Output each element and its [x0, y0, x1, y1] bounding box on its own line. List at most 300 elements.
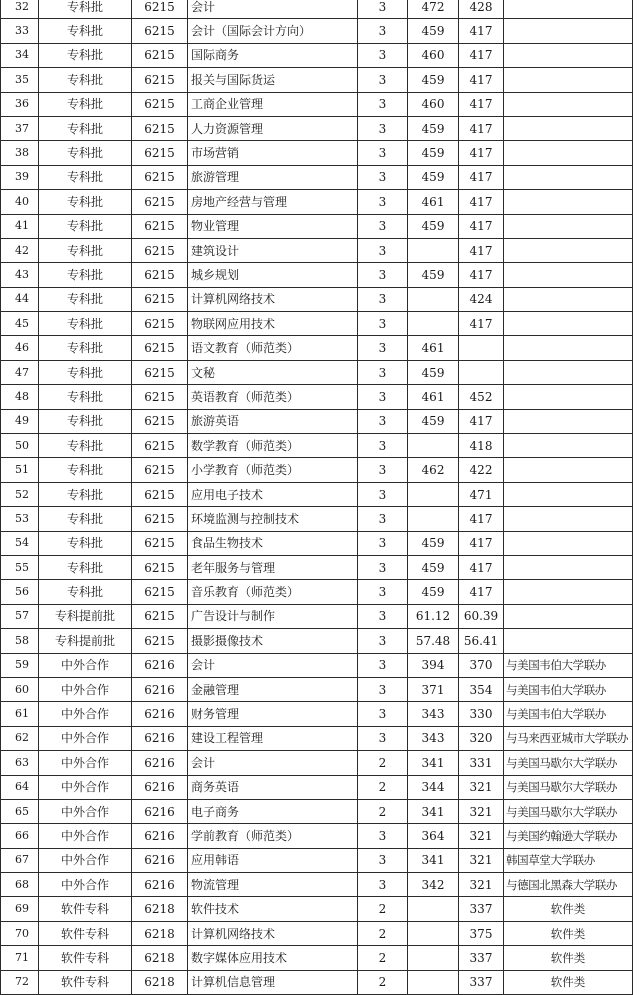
- major-name-cell: 电子商务: [188, 799, 358, 823]
- batch-cell: 专科批: [39, 238, 132, 262]
- score-1-cell: 460: [408, 43, 459, 67]
- study-years-cell: 2: [358, 751, 408, 775]
- remark-cell: 软件类: [504, 921, 633, 945]
- table-row: [1, 165, 633, 189]
- study-years-cell: 2: [358, 970, 408, 994]
- score-1-cell: 394: [408, 653, 459, 677]
- table-body: [1, 0, 633, 995]
- table-row: [1, 751, 633, 775]
- batch-cell: 中外合作: [39, 653, 132, 677]
- school-code-cell: 6216: [132, 873, 188, 897]
- row-number-cell: 57: [1, 604, 39, 628]
- row-number-cell: 72: [1, 970, 39, 994]
- batch-cell: 专科批: [39, 507, 132, 531]
- score-1-cell: 61.12: [408, 604, 459, 628]
- study-years-cell: 3: [358, 312, 408, 336]
- score-2-cell: 424: [459, 287, 504, 311]
- batch-cell: 专科批: [39, 482, 132, 506]
- table-row: [1, 19, 633, 43]
- score-2-cell: 337: [459, 970, 504, 994]
- batch-cell: 专科提前批: [39, 604, 132, 628]
- remark-cell: [504, 336, 633, 360]
- major-name-cell: 数字媒体应用技术: [188, 946, 358, 970]
- table-row: [1, 409, 633, 433]
- major-name-cell: 计算机网络技术: [188, 921, 358, 945]
- major-name-cell: 计算机网络技术: [188, 287, 358, 311]
- score-1-cell: [408, 312, 459, 336]
- score-1-cell: 459: [408, 141, 459, 165]
- study-years-cell: 3: [358, 604, 408, 628]
- table-row: [1, 458, 633, 482]
- row-number-cell: 42: [1, 238, 39, 262]
- major-name-cell: 语文教育（师范类）: [188, 336, 358, 360]
- batch-cell: 专科批: [39, 336, 132, 360]
- school-code-cell: 6215: [132, 604, 188, 628]
- batch-cell: 中外合作: [39, 848, 132, 872]
- score-2-cell: 417: [459, 214, 504, 238]
- study-years-cell: 3: [358, 824, 408, 848]
- remark-cell: 与美国韦伯大学联办: [504, 653, 633, 677]
- score-2-cell: 354: [459, 677, 504, 701]
- school-code-cell: 6215: [132, 482, 188, 506]
- major-name-cell: 会计（国际会计方向）: [188, 19, 358, 43]
- score-1-cell: 459: [408, 555, 459, 579]
- score-2-cell: 370: [459, 653, 504, 677]
- batch-cell: 专科批: [39, 287, 132, 311]
- score-1-cell: 459: [408, 165, 459, 189]
- table-row: [1, 555, 633, 579]
- major-name-cell: 摄影摄像技术: [188, 629, 358, 653]
- score-2-cell: 337: [459, 897, 504, 921]
- score-2-cell: 417: [459, 555, 504, 579]
- batch-cell: 中外合作: [39, 677, 132, 701]
- batch-cell: 软件专科: [39, 921, 132, 945]
- remark-cell: [504, 531, 633, 555]
- major-name-cell: 报关与国际货运: [188, 68, 358, 92]
- score-1-cell: 341: [408, 799, 459, 823]
- score-1-cell: [408, 897, 459, 921]
- score-1-cell: [408, 482, 459, 506]
- table-row: [1, 287, 633, 311]
- remark-cell: 与美国韦伯大学联办: [504, 702, 633, 726]
- score-1-cell: 459: [408, 68, 459, 92]
- row-number-cell: 66: [1, 824, 39, 848]
- school-code-cell: 6216: [132, 848, 188, 872]
- batch-cell: 专科批: [39, 68, 132, 92]
- remark-cell: [504, 629, 633, 653]
- major-name-cell: 文秘: [188, 360, 358, 384]
- score-1-cell: 459: [408, 531, 459, 555]
- school-code-cell: 6215: [132, 336, 188, 360]
- row-number-cell: 67: [1, 848, 39, 872]
- study-years-cell: 2: [358, 897, 408, 921]
- school-code-cell: 6215: [132, 312, 188, 336]
- major-name-cell: 国际商务: [188, 43, 358, 67]
- major-name-cell: 工商企业管理: [188, 92, 358, 116]
- score-1-cell: 459: [408, 360, 459, 384]
- major-name-cell: 建设工程管理: [188, 726, 358, 750]
- study-years-cell: 3: [358, 43, 408, 67]
- school-code-cell: 6215: [132, 434, 188, 458]
- score-2-cell: 422: [459, 458, 504, 482]
- score-2-cell: 428: [459, 0, 504, 19]
- row-number-cell: 51: [1, 458, 39, 482]
- score-1-cell: 342: [408, 873, 459, 897]
- row-number-cell: 53: [1, 507, 39, 531]
- score-2-cell: 417: [459, 238, 504, 262]
- row-number-cell: 54: [1, 531, 39, 555]
- study-years-cell: 3: [358, 385, 408, 409]
- batch-cell: 专科批: [39, 92, 132, 116]
- remark-cell: [504, 214, 633, 238]
- study-years-cell: 2: [358, 799, 408, 823]
- table-row: [1, 897, 633, 921]
- study-years-cell: 3: [358, 726, 408, 750]
- study-years-cell: 3: [358, 165, 408, 189]
- study-years-cell: 3: [358, 653, 408, 677]
- score-1-cell: 341: [408, 848, 459, 872]
- table-row: [1, 677, 633, 701]
- table-row: [1, 873, 633, 897]
- row-number-cell: 43: [1, 263, 39, 287]
- score-1-cell: [408, 238, 459, 262]
- remark-cell: [504, 190, 633, 214]
- major-name-cell: 旅游管理: [188, 165, 358, 189]
- batch-cell: 软件专科: [39, 946, 132, 970]
- study-years-cell: 2: [358, 775, 408, 799]
- score-1-cell: 460: [408, 92, 459, 116]
- row-number-cell: 49: [1, 409, 39, 433]
- table-row: [1, 775, 633, 799]
- remark-cell: [504, 434, 633, 458]
- study-years-cell: 3: [358, 409, 408, 433]
- table-row: [1, 190, 633, 214]
- batch-cell: 专科批: [39, 360, 132, 384]
- major-name-cell: 老年服务与管理: [188, 555, 358, 579]
- row-number-cell: 46: [1, 336, 39, 360]
- score-2-cell: 417: [459, 190, 504, 214]
- school-code-cell: 6216: [132, 751, 188, 775]
- row-number-cell: 65: [1, 799, 39, 823]
- score-2-cell: 417: [459, 507, 504, 531]
- score-2-cell: 417: [459, 19, 504, 43]
- score-1-cell: 371: [408, 677, 459, 701]
- batch-cell: 中外合作: [39, 824, 132, 848]
- major-name-cell: 环境监测与控制技术: [188, 507, 358, 531]
- remark-cell: [504, 604, 633, 628]
- table-row: [1, 946, 633, 970]
- study-years-cell: 3: [358, 873, 408, 897]
- remark-cell: [504, 409, 633, 433]
- remark-cell: [504, 482, 633, 506]
- score-1-cell: 364: [408, 824, 459, 848]
- study-years-cell: 3: [358, 507, 408, 531]
- row-number-cell: 44: [1, 287, 39, 311]
- major-name-cell: 金融管理: [188, 677, 358, 701]
- row-number-cell: 62: [1, 726, 39, 750]
- major-name-cell: 市场营销: [188, 141, 358, 165]
- table-row: [1, 312, 633, 336]
- remark-cell: [504, 19, 633, 43]
- study-years-cell: 3: [358, 531, 408, 555]
- row-number-cell: 50: [1, 434, 39, 458]
- batch-cell: 软件专科: [39, 897, 132, 921]
- row-number-cell: 39: [1, 165, 39, 189]
- batch-cell: 专科批: [39, 214, 132, 238]
- score-2-cell: 418: [459, 434, 504, 458]
- major-name-cell: 应用韩语: [188, 848, 358, 872]
- study-years-cell: 3: [358, 677, 408, 701]
- school-code-cell: 6215: [132, 629, 188, 653]
- score-2-cell: 417: [459, 92, 504, 116]
- remark-cell: [504, 92, 633, 116]
- batch-cell: 中外合作: [39, 799, 132, 823]
- table-row: [1, 921, 633, 945]
- remark-cell: [504, 360, 633, 384]
- table-row: [1, 43, 633, 67]
- study-years-cell: 3: [358, 214, 408, 238]
- table-row: [1, 824, 633, 848]
- remark-cell: [504, 165, 633, 189]
- row-number-cell: 34: [1, 43, 39, 67]
- remark-cell: 软件类: [504, 897, 633, 921]
- study-years-cell: 3: [358, 629, 408, 653]
- table-row: [1, 726, 633, 750]
- table-row: [1, 482, 633, 506]
- score-2-cell: 417: [459, 141, 504, 165]
- row-number-cell: 41: [1, 214, 39, 238]
- batch-cell: 软件专科: [39, 970, 132, 994]
- score-1-cell: 461: [408, 336, 459, 360]
- school-code-cell: 6215: [132, 360, 188, 384]
- school-code-cell: 6215: [132, 263, 188, 287]
- row-number-cell: 61: [1, 702, 39, 726]
- school-code-cell: 6215: [132, 0, 188, 19]
- score-2-cell: 417: [459, 409, 504, 433]
- study-years-cell: 3: [358, 238, 408, 262]
- score-2-cell: 417: [459, 165, 504, 189]
- row-number-cell: 56: [1, 580, 39, 604]
- school-code-cell: 6215: [132, 458, 188, 482]
- score-1-cell: [408, 946, 459, 970]
- school-code-cell: 6215: [132, 43, 188, 67]
- score-1-cell: 343: [408, 702, 459, 726]
- school-code-cell: 6215: [132, 141, 188, 165]
- row-number-cell: 52: [1, 482, 39, 506]
- table-row: [1, 238, 633, 262]
- major-name-cell: 应用电子技术: [188, 482, 358, 506]
- major-name-cell: 物业管理: [188, 214, 358, 238]
- study-years-cell: 3: [358, 360, 408, 384]
- study-years-cell: 3: [358, 555, 408, 579]
- school-code-cell: 6215: [132, 165, 188, 189]
- row-number-cell: 68: [1, 873, 39, 897]
- score-1-cell: 472: [408, 0, 459, 19]
- school-code-cell: 6215: [132, 116, 188, 140]
- remark-cell: [504, 312, 633, 336]
- remark-cell: 与德国北黑森大学联办: [504, 873, 633, 897]
- batch-cell: 中外合作: [39, 751, 132, 775]
- major-name-cell: 会计: [188, 751, 358, 775]
- remark-cell: 与美国马歇尔大学联办: [504, 775, 633, 799]
- score-2-cell: 375: [459, 921, 504, 945]
- score-1-cell: 459: [408, 263, 459, 287]
- table-row: [1, 141, 633, 165]
- table-row: [1, 0, 633, 19]
- remark-cell: 与美国马歇尔大学联办: [504, 751, 633, 775]
- table-row: [1, 580, 633, 604]
- major-name-cell: 食品生物技术: [188, 531, 358, 555]
- score-2-cell: 331: [459, 751, 504, 775]
- row-number-cell: 55: [1, 555, 39, 579]
- table-row: [1, 848, 633, 872]
- school-code-cell: 6215: [132, 68, 188, 92]
- study-years-cell: 3: [358, 141, 408, 165]
- major-name-cell: 会计: [188, 0, 358, 19]
- score-2-cell: 452: [459, 385, 504, 409]
- row-number-cell: 69: [1, 897, 39, 921]
- table-row: [1, 214, 633, 238]
- score-2-cell: 417: [459, 312, 504, 336]
- table-row: [1, 360, 633, 384]
- remark-cell: [504, 507, 633, 531]
- table-row: [1, 507, 633, 531]
- school-code-cell: 6215: [132, 555, 188, 579]
- score-2-cell: 417: [459, 43, 504, 67]
- batch-cell: 中外合作: [39, 726, 132, 750]
- batch-cell: 专科批: [39, 434, 132, 458]
- row-number-cell: 63: [1, 751, 39, 775]
- score-2-cell: 321: [459, 848, 504, 872]
- school-code-cell: 6218: [132, 897, 188, 921]
- major-name-cell: 城乡规划: [188, 263, 358, 287]
- batch-cell: 专科批: [39, 458, 132, 482]
- score-2-cell: 417: [459, 580, 504, 604]
- major-name-cell: 学前教育（师范类）: [188, 824, 358, 848]
- row-number-cell: 48: [1, 385, 39, 409]
- major-name-cell: 数学教育（师范类）: [188, 434, 358, 458]
- school-code-cell: 6216: [132, 726, 188, 750]
- remark-cell: [504, 555, 633, 579]
- batch-cell: 专科批: [39, 43, 132, 67]
- batch-cell: 中外合作: [39, 775, 132, 799]
- table-row: [1, 116, 633, 140]
- batch-cell: 专科批: [39, 190, 132, 214]
- table-row: [1, 970, 633, 994]
- school-code-cell: 6215: [132, 214, 188, 238]
- batch-cell: 专科批: [39, 141, 132, 165]
- major-name-cell: 物流管理: [188, 873, 358, 897]
- row-number-cell: 40: [1, 190, 39, 214]
- remark-cell: 与马来西亚城市大学联办: [504, 726, 633, 750]
- batch-cell: 专科批: [39, 116, 132, 140]
- major-name-cell: 英语教育（师范类）: [188, 385, 358, 409]
- batch-cell: 中外合作: [39, 702, 132, 726]
- score-2-cell: 60.39: [459, 604, 504, 628]
- score-1-cell: 343: [408, 726, 459, 750]
- school-code-cell: 6215: [132, 580, 188, 604]
- batch-cell: 专科批: [39, 580, 132, 604]
- table-row: [1, 68, 633, 92]
- row-number-cell: 35: [1, 68, 39, 92]
- remark-cell: 软件类: [504, 970, 633, 994]
- batch-cell: 专科批: [39, 165, 132, 189]
- study-years-cell: 3: [358, 434, 408, 458]
- table-row: [1, 799, 633, 823]
- row-number-cell: 47: [1, 360, 39, 384]
- score-1-cell: [408, 921, 459, 945]
- score-2-cell: 417: [459, 531, 504, 555]
- score-1-cell: 459: [408, 19, 459, 43]
- remark-cell: [504, 141, 633, 165]
- major-name-cell: 小学教育（师范类）: [188, 458, 358, 482]
- major-name-cell: 建筑设计: [188, 238, 358, 262]
- school-code-cell: 6216: [132, 677, 188, 701]
- row-number-cell: 70: [1, 921, 39, 945]
- score-1-cell: 459: [408, 409, 459, 433]
- score-1-cell: [408, 287, 459, 311]
- remark-cell: 与美国韦伯大学联办: [504, 677, 633, 701]
- remark-cell: [504, 0, 633, 19]
- score-2-cell: 417: [459, 263, 504, 287]
- row-number-cell: 60: [1, 677, 39, 701]
- score-1-cell: 461: [408, 190, 459, 214]
- row-number-cell: 59: [1, 653, 39, 677]
- study-years-cell: 3: [358, 702, 408, 726]
- remark-cell: [504, 287, 633, 311]
- table-row: [1, 263, 633, 287]
- school-code-cell: 6215: [132, 507, 188, 531]
- score-1-cell: 459: [408, 116, 459, 140]
- batch-cell: 中外合作: [39, 873, 132, 897]
- table-row: [1, 385, 633, 409]
- score-1-cell: [408, 507, 459, 531]
- score-2-cell: [459, 360, 504, 384]
- school-code-cell: 6215: [132, 385, 188, 409]
- major-name-cell: 会计: [188, 653, 358, 677]
- remark-cell: [504, 68, 633, 92]
- school-code-cell: 6215: [132, 409, 188, 433]
- remark-cell: 韩国草堂大学联办: [504, 848, 633, 872]
- study-years-cell: 2: [358, 946, 408, 970]
- table-row: [1, 92, 633, 116]
- batch-cell: 专科批: [39, 385, 132, 409]
- remark-cell: 与美国马歇尔大学联办: [504, 799, 633, 823]
- score-1-cell: 462: [408, 458, 459, 482]
- table-row: [1, 531, 633, 555]
- batch-cell: 专科提前批: [39, 629, 132, 653]
- school-code-cell: 6216: [132, 775, 188, 799]
- score-2-cell: 417: [459, 68, 504, 92]
- score-2-cell: 337: [459, 946, 504, 970]
- table-row: [1, 336, 633, 360]
- remark-cell: 软件类: [504, 946, 633, 970]
- remark-cell: 与美国约翰逊大学联办: [504, 824, 633, 848]
- score-1-cell: 459: [408, 580, 459, 604]
- major-name-cell: 软件技术: [188, 897, 358, 921]
- major-name-cell: 广告设计与制作: [188, 604, 358, 628]
- score-2-cell: 417: [459, 116, 504, 140]
- major-name-cell: 物联网应用技术: [188, 312, 358, 336]
- remark-cell: [504, 385, 633, 409]
- study-years-cell: 3: [358, 92, 408, 116]
- remark-cell: [504, 238, 633, 262]
- row-number-cell: 32: [1, 0, 39, 19]
- school-code-cell: 6215: [132, 287, 188, 311]
- major-name-cell: 财务管理: [188, 702, 358, 726]
- score-2-cell: 321: [459, 873, 504, 897]
- study-years-cell: 2: [358, 921, 408, 945]
